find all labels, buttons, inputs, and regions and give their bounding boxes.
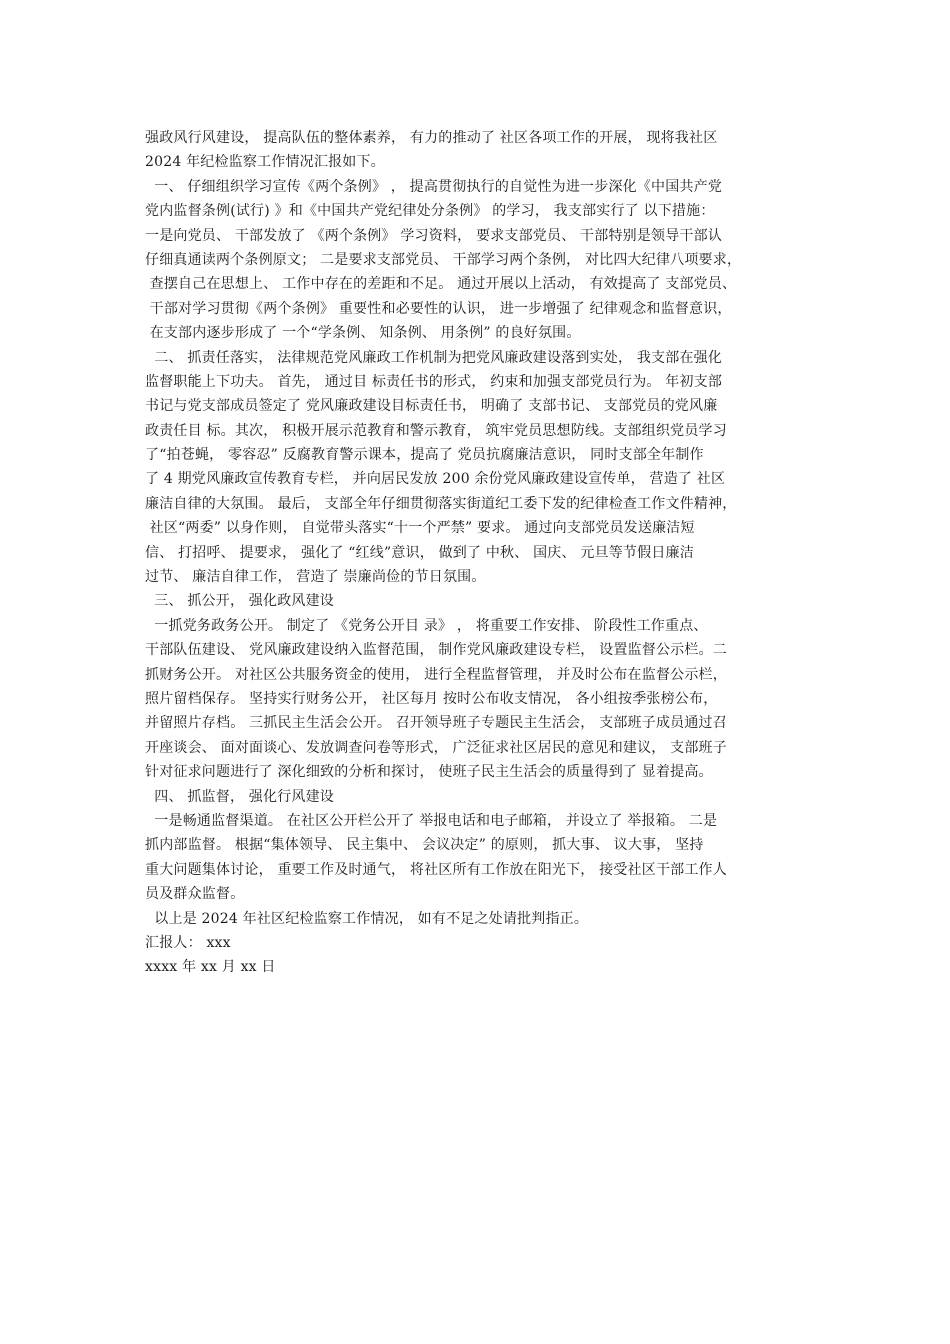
text-line: 社区“两委” 以身作则， 自觉带头落实“十一个严禁” 要求。 通过向支部党员发送廉洁短 <box>145 520 695 537</box>
text-line: 照片留档保存。 坚持实行财务公开， 社区每月 按时公布收支情况， 各小组按季张榜公布， <box>145 690 718 707</box>
text-line: 一抓党务政务公开。 制定了 《党务公开目 录》 ， 将重要工作安排、 阶段性工作重点、 <box>145 617 708 634</box>
text-line: 2024 年纪检监察工作情况汇报如下。 <box>145 154 385 171</box>
text-line: 过节、 廉洁自律工作， 营造了 崇廉尚俭的节日氛围。 <box>145 569 486 586</box>
section-heading-4: 四、 抓监督， 强化行风建设 <box>145 788 334 805</box>
text-line: 了 4 期党风廉政宣传教育专栏， 并向居民发放 200 余份党风廉政建设宣传单， 营造了 社区 <box>145 471 726 488</box>
text-line: 抓财务公开。 对社区公共服务资金的使用， 进行全程监督管理， 并及时公布在监督公示栏， <box>145 666 727 683</box>
section-heading-3: 三、 抓公开， 强化政风建设 <box>145 593 334 610</box>
document-body <box>145 126 815 980</box>
text-line: 一是畅通监督渠道。 在社区公开栏公开了 举报电话和电子邮箱， 并设立了 举报箱。 二是 <box>145 812 718 829</box>
section-heading-1-line: 一、 仔细组织学习宣传《两个条例》 ， 提高贯彻执行的自觉性为进一步深化《中国共产党 <box>145 178 723 195</box>
text-line: 员及群众监督。 <box>145 886 245 903</box>
text-line: 仔细真通读两个条例原文； 二是要求支部党员、 干部学习两个条例， 对比四大纪律八项要求， <box>145 251 742 268</box>
text-line: 重大问题集体讨论， 重要工作及时通气， 将社区所有工作放在阳光下， 接受社区干部工作人 <box>145 861 727 878</box>
text-line: 廉洁自律的大氛围。 最后， 支部全年仔细贯彻落实街道纪工委下发的纪律检查工作文件精神， <box>145 495 737 512</box>
text-line: 党内监督条例(试行) 》和《中国共产党纪律处分条例》 的学习， 我支部实行了 以下措施： <box>145 203 715 220</box>
text-line: 查摆自己在思想上、 工作中存在的差距和不足。 通过开展以上活动， 有效提高了 支部党员、 <box>145 276 737 293</box>
text-line: 开座谈会、 面对面谈心、发放调查问卷等形式， 广泛征求社区居民的意见和建议， 支部班子 <box>145 739 727 756</box>
text-line: 干部队伍建设、 党风廉政建设纳入监督范围， 制作党风廉政建设专栏， 设置监督公示栏。二 <box>145 642 727 659</box>
text-line: 政责任目 标。其次， 积极开展示范教育和警示教育， 筑牢党员思想防线。支部组织党员学习 <box>145 422 727 439</box>
text-line: 针对征求问题进行了 深化细致的分析和探讨， 使班子民主生活会的质量得到了 显着提高。 <box>145 764 713 781</box>
text-line: 了“拍苍蝇， 零容忍” 反腐教育警示课本，提高了 党员抗腐廉洁意识， 同时支部全年制作 <box>145 447 704 464</box>
text-line: 信、 打招呼、 提要求， 强化了 “红线”意识， 做到了 中秋、 国庆、 元旦等节假日廉洁 <box>145 544 694 561</box>
text-line: 强政风行风建设， 提高队伍的整体素养， 有力的推动了 社区各项工作的开展， 现将我社区 <box>145 130 718 146</box>
closing-line: 以上是 2024 年社区纪检监察工作情况， 如有不足之处请批判指正。 <box>145 910 589 927</box>
text-line: 书记与党支部成员签定了 党风廉政建设目标责任书， 明确了 支部书记、 支部党员的党风廉 <box>145 398 718 415</box>
text-line: 抓内部监督。 根据“集体领导、 民主集中、 会议决定” 的原则， 抓大事、 议大事， 坚持 <box>145 837 704 854</box>
section-heading-2-line: 二、 抓责任落实， 法律规范党风廉政工作机制为把党风廉政建设落到实处， 我支部在强化 <box>145 349 723 366</box>
reporter-line: 汇报人： xxx <box>145 934 231 951</box>
text-line: 一是向党员、 干部发放了 《两个条例》 学习资料， 要求支部党员、 干部特别是领导干部认 <box>145 227 723 244</box>
date-line: xxxx 年 xx 月 xx 日 <box>145 959 276 976</box>
text-line: 干部对学习贯彻《两个条例》 重要性和必要性的认识， 进一步增强了 纪律观念和监督意识， <box>145 300 732 317</box>
text-line: 监督职能上下功夫。 首先， 通过目 标责任书的形式， 约束和加强支部党员行为。 年初支部 <box>145 373 723 390</box>
text-line: 并留照片存档。 三抓民主生活会公开。 召开领导班子专题民主生活会， 支部班子成员通过召 <box>145 715 727 732</box>
text-line: 在支部内逐步形成了 一个“学条例、 知条例、 用条例” 的良好氛围。 <box>145 325 581 342</box>
